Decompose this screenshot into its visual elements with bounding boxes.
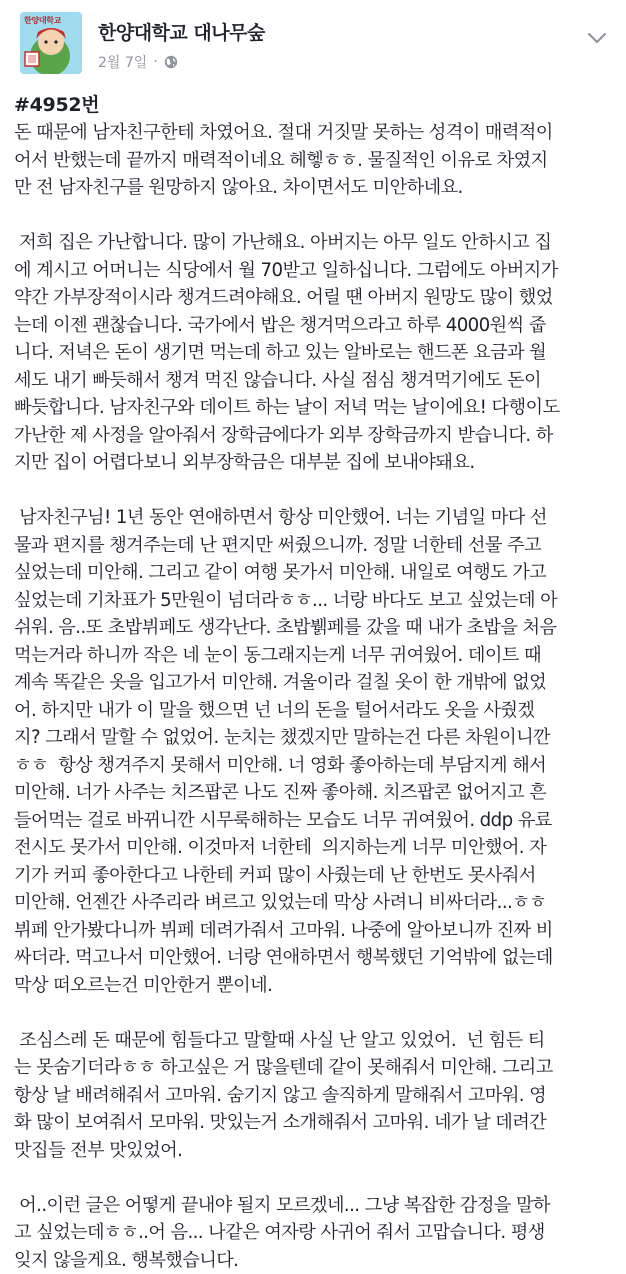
post-line: 지만 집이 어렵다보니 외부장학금은 대부분 집에 보내야돼요. [14,449,614,477]
page-avatar[interactable] [20,12,82,74]
page-name[interactable]: 한양대학교 대나무숲 [98,18,265,45]
post-line: 싶었는데 기차표가 5만원이 넘더라ㅎㅎ... 너랑 바다도 보고 싶었는데 아 [14,587,614,615]
post-line: 잊지 않을게요. 행복했습니다. [14,1247,614,1274]
post-header [20,12,610,76]
post-meta [98,52,178,72]
post-line: 싸더라. 먹고나서 미안했어. 너랑 연애하면서 행복했던 기억밖에 없는데 [14,944,614,972]
post-line: 싶었는데 미안해. 그리고 같이 여행 못가서 미안해. 내일로 여행도 가고 [14,559,614,587]
post-line: 약간 가부장적이시라 챙겨드려야해요. 어릴 땐 아버지 원망도 많이 했었 [14,284,614,312]
post-line [14,477,614,505]
post-line: 전시도 못가서 미안해. 이것마저 너한테 의지하는게 너무 미안했어. 자 [14,834,614,862]
post-line: 먹는거라 하니까 작은 네 눈이 동그래지는게 너무 귀여웠어. 데이트 때 [14,642,614,670]
post-line: 빠듯합니다. 남자친구와 데이트 하는 날이 저녁 먹는 날이에요! 다행이도 [14,394,614,422]
post-line: 미안해. 너가 사주는 치즈팝콘 나도 진짜 좋아해. 치즈팝콘 없어지고 흔 [14,779,614,807]
post-line: 고 싶었는데ㅎㅎ..어 음... 나같은 여자랑 사귀어 줘서 고맙습니다. 평생 [14,1219,614,1247]
post-line: 어서 반했는데 끝까지 매력적이네요 헤헿ㅎㅎ. 물질적인 이유로 차였지 [14,147,614,175]
post-line: 니다. 저녁은 돈이 생기면 먹는데 하고 있는 알바로는 핸드폰 요금과 월 [14,339,614,367]
avatar-text: 한양대학교 [24,15,61,26]
post-line [14,202,614,230]
post-line: 쉬워. 음..또 초밥뷔페도 생각난다. 초밥뷁페를 갔을 때 내가 초밥을 처음 [14,614,614,642]
post-line [14,999,614,1027]
post-line: 가난한 제 사정을 알아줘서 장학금에다가 외부 장학금까지 받습니다. 하 [14,422,614,450]
meta-separator: · [153,54,157,70]
post-line: 어. 하지만 내가 이 말을 했으면 넌 너의 돈을 털어서라도 옷을 사줬겠 [14,697,614,725]
post-body [14,92,614,1274]
post-date[interactable]: 2월 7일 [98,52,147,72]
post-line: 조심스레 돈 때문에 힘들다고 말할때 사실 난 알고 있었어. 넌 힘든 티 [14,1027,614,1055]
post-line: 는데 이젠 괜찮습니다. 국가에서 밥은 챙겨먹으라고 하루 4000원씩 줍 [14,312,614,340]
post-line [14,1164,614,1192]
post-line: 기가 커피 좋아한다고 나한테 커피 많이 사줬는데 난 한번도 못사줘서 [14,862,614,890]
post-line: 미안해. 언젠간 사주리라 벼르고 있었는데 막상 사려니 비싸더라...ㅎㅎ [14,889,614,917]
post-number: #4952번 [14,92,614,119]
post-line: 들어먹는 걸로 바뀌니깐 시무룩해하는 모습도 너무 귀여웠어. ddp 유료 [14,807,614,835]
post-line: 만 전 남자친구를 원망하지 않아요. 차이면서도 미안하네요. [14,174,614,202]
post-line: 남자친구님! 1년 동안 연애하면서 항상 미안했어. 너는 기념일 마다 선 [14,504,614,532]
chevron-down-icon[interactable] [586,30,608,44]
post-line: 물과 편지를 챙겨주는데 난 편지만 써줬으니까. 정말 너한테 선물 주고 [14,532,614,560]
post-line: 막상 떠오르는건 미안한거 뿐이네. [14,972,614,1000]
post-line: 항상 날 배려해줘서 고마워. 숨기지 않고 솔직하게 말해줘서 고마워. 영 [14,1082,614,1110]
post-line: ㅎㅎ 항상 챙겨주지 못해서 미안해. 너 영화 좋아하는데 부담지게 해서 [14,752,614,780]
post-line: 뷔페 안가봤다니까 뷔페 데려가줘서 고마워. 나중에 알아보니까 진짜 비 [14,917,614,945]
post-line: 지? 그래서 말할 수 없었어. 눈치는 챘겠지만 말하는건 다른 차원이니깐 [14,724,614,752]
post-line: 돈 때문에 남자친구한테 차였어요. 절대 거짓말 못하는 성격이 매력적이 [14,119,614,147]
post-line: 맛집들 전부 맛있었어. [14,1137,614,1165]
post-line: 는 못숨기더라ㅎㅎ 하고싶은 거 많을텐데 같이 못해줘서 미안해. 그리고 [14,1054,614,1082]
post-line: 저희 집은 가난합니다. 많이 가난해요. 아버지는 아무 일도 안하시고 집 [14,229,614,257]
globe-icon [164,55,178,69]
post-text [14,119,614,1274]
post-line: 세도 내기 빠듯해서 챙겨 먹진 않습니다. 사실 점심 챙겨먹기에도 돈이 [14,367,614,395]
post-line: 에 계시고 어머니는 식당에서 월 70받고 일하십니다. 그럼에도 아버지가 [14,257,614,285]
post-line: 어..이런 글은 어떻게 끝내야 될지 모르겠네... 그냥 복잡한 감정을 말하 [14,1192,614,1220]
post-line: 화 많이 보여줘서 모마워. 맛있는거 소개해줘서 고마워. 네가 날 데려간 [14,1109,614,1137]
post-line: 계속 똑같은 옷을 입고가서 미안해. 겨울이라 걸칠 옷이 한 개밖에 없었 [14,669,614,697]
